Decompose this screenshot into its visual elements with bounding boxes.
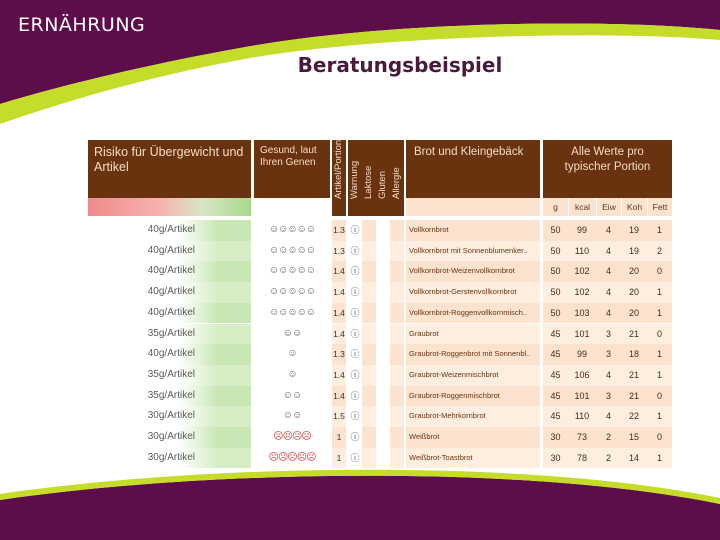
bread-name-cell: Weißbrot-Toastbrot (406, 448, 540, 469)
lactose-cell (362, 386, 376, 407)
lactose-cell (362, 448, 376, 469)
gluten-cell (376, 220, 390, 241)
fett-cell: 1 (647, 406, 672, 427)
koh-cell: 21 (621, 324, 647, 345)
gluten-cell (376, 365, 390, 386)
eiw-cell: 3 (596, 386, 621, 407)
fett-cell: 1 (647, 448, 672, 469)
lactose-cell (362, 303, 376, 324)
warning-cell: ⓘ (348, 427, 362, 448)
eiw-cell: 2 (596, 448, 621, 469)
bread-name-cell: Graubrot-Mehrkornbrot (406, 406, 540, 427)
g-cell: 45 (543, 386, 568, 407)
risk-cell: 35g/Artikel (88, 365, 251, 386)
genes-cell: ☺ (254, 344, 330, 365)
lactose-cell (362, 282, 376, 303)
table-row (88, 241, 672, 262)
header-bread: Brot und Kleingebäck (406, 140, 540, 198)
koh-cell: 18 (621, 344, 647, 365)
genes-cell: ☹☹☹☹ (254, 427, 330, 448)
kcal-cell: 78 (568, 448, 596, 469)
warning-cell: ⓘ (348, 303, 362, 324)
allergy-cell (390, 303, 404, 324)
bread-name-cell: Vollkornbrot-Gerstenvollkornbrot (406, 282, 540, 303)
table-row (88, 365, 672, 386)
slide-title: ERNÄHRUNG (18, 14, 146, 36)
genes-cell: ☺☺☺☺☺ (254, 220, 330, 241)
risk-gradient-bar (88, 198, 251, 216)
fett-cell: 2 (647, 241, 672, 262)
header-genes: Gesund, laut Ihren Genen (254, 140, 330, 198)
g-cell: 45 (543, 324, 568, 345)
bread-name-cell: Graubrot-Weizenmischbrot (406, 365, 540, 386)
allergy-cell (390, 261, 404, 282)
koh-cell: 14 (621, 448, 647, 469)
kcal-cell: 99 (568, 344, 596, 365)
table-row (88, 406, 672, 427)
genes-cell: ☺☺☺☺☺ (254, 282, 330, 303)
lactose-cell (362, 344, 376, 365)
warning-cell: ⓘ (348, 344, 362, 365)
table-row (88, 324, 672, 345)
header-lactose-label: Laktose (363, 165, 374, 199)
allergy-cell (390, 386, 404, 407)
allergy-cell (390, 282, 404, 303)
eiw-cell: 3 (596, 344, 621, 365)
header-warning (348, 140, 362, 216)
kcal-cell: 73 (568, 427, 596, 448)
eiw-cell: 4 (596, 303, 621, 324)
table-row (88, 261, 672, 282)
koh-cell: 15 (621, 427, 647, 448)
art-portion-cell: 1 (332, 448, 346, 469)
g-cell: 50 (543, 241, 568, 262)
warning-cell: ⓘ (348, 241, 362, 262)
allergy-cell (390, 427, 404, 448)
eiw-cell: 4 (596, 406, 621, 427)
risk-cell: 35g/Artikel (88, 386, 251, 407)
g-cell: 50 (543, 282, 568, 303)
unit-kcal: kcal (568, 198, 596, 216)
lactose-cell (362, 406, 376, 427)
kcal-cell: 99 (568, 220, 596, 241)
gluten-cell (376, 282, 390, 303)
nutrition-table (88, 140, 672, 470)
kcal-cell: 106 (568, 365, 596, 386)
allergy-cell (390, 324, 404, 345)
koh-cell: 21 (621, 386, 647, 407)
warning-cell: ⓘ (348, 386, 362, 407)
g-cell: 30 (543, 427, 568, 448)
g-cell: 45 (543, 344, 568, 365)
table-row (88, 427, 672, 448)
eiw-cell: 4 (596, 261, 621, 282)
warning-cell: ⓘ (348, 324, 362, 345)
genes-cell: ☺☺ (254, 406, 330, 427)
gluten-cell (376, 303, 390, 324)
kcal-cell: 102 (568, 282, 596, 303)
gluten-cell (376, 344, 390, 365)
bread-name-cell: Graubrot-Roggenmischbrot (406, 386, 540, 407)
genes-cell: ☹☹☹☹☹ (254, 448, 330, 469)
genes-spacer (254, 198, 330, 216)
bread-name-cell: Graubrot (406, 324, 540, 345)
genes-cell: ☺☺ (254, 324, 330, 345)
gluten-cell (376, 427, 390, 448)
header-risk: Risiko für Übergewicht und Artikel (88, 140, 251, 198)
art-portion-cell: 1.5 (332, 406, 346, 427)
gluten-cell (376, 324, 390, 345)
header-values: Alle Werte pro typischer Portion (543, 140, 672, 198)
g-cell: 50 (543, 261, 568, 282)
eiw-cell: 4 (596, 220, 621, 241)
g-cell: 50 (543, 303, 568, 324)
header-art-portion-label: Artikel/Portion (333, 139, 344, 199)
table-row (88, 448, 672, 469)
bread-name-cell: Vollkornbrot mit Sonnenblumenker.. (406, 241, 540, 262)
allergy-cell (390, 448, 404, 469)
bread-name-cell: Vollkornbrot-Roggenvollkornmisch.. (406, 303, 540, 324)
gluten-cell (376, 448, 390, 469)
header-warning-label: Warnung (349, 160, 360, 199)
g-cell: 30 (543, 448, 568, 469)
art-portion-cell: 1.4 (332, 365, 346, 386)
genes-cell: ☺ (254, 365, 330, 386)
header-art-portion (332, 140, 346, 216)
art-portion-cell: 1.3 (332, 344, 346, 365)
fett-cell: 0 (647, 261, 672, 282)
art-portion-cell: 1.4 (332, 282, 346, 303)
art-portion-cell: 1.3 (332, 241, 346, 262)
fett-cell: 0 (647, 386, 672, 407)
risk-cell: 40g/Artikel (88, 220, 251, 241)
header-gluten-label: Gluten (377, 171, 388, 199)
table-row (88, 344, 672, 365)
fett-cell: 0 (647, 324, 672, 345)
art-portion-cell: 1.4 (332, 303, 346, 324)
warning-cell: ⓘ (348, 365, 362, 386)
kcal-cell: 110 (568, 241, 596, 262)
lactose-cell (362, 427, 376, 448)
risk-cell: 40g/Artikel (88, 241, 251, 262)
genes-cell: ☺☺☺☺☺ (254, 261, 330, 282)
kcal-cell: 101 (568, 324, 596, 345)
art-portion-cell: 1.4 (332, 386, 346, 407)
fett-cell: 1 (647, 344, 672, 365)
unit-eiw: Eiw (596, 198, 621, 216)
g-cell: 45 (543, 406, 568, 427)
bread-name-cell: Vollkornbrot (406, 220, 540, 241)
allergy-cell (390, 406, 404, 427)
gluten-cell (376, 241, 390, 262)
allergy-cell (390, 241, 404, 262)
fett-cell: 1 (647, 303, 672, 324)
koh-cell: 19 (621, 241, 647, 262)
genes-cell: ☺☺☺☺☺ (254, 303, 330, 324)
unit-g: g (553, 202, 558, 212)
fett-cell: 1 (647, 220, 672, 241)
warning-cell: ⓘ (348, 261, 362, 282)
gluten-cell (376, 406, 390, 427)
koh-cell: 22 (621, 406, 647, 427)
genes-cell: ☺☺ (254, 386, 330, 407)
risk-cell: 40g/Artikel (88, 344, 251, 365)
risk-cell: 30g/Artikel (88, 448, 251, 469)
fett-cell: 1 (647, 365, 672, 386)
unit-fett: Fett (647, 198, 672, 216)
fett-cell: 0 (647, 427, 672, 448)
unit-koh: Koh (621, 198, 647, 216)
header-gluten (376, 140, 390, 216)
table-row (88, 386, 672, 407)
bread-subheader (406, 198, 540, 216)
risk-cell: 40g/Artikel (88, 303, 251, 324)
koh-cell: 20 (621, 261, 647, 282)
header-lactose (362, 140, 376, 216)
g-cell: 45 (543, 365, 568, 386)
kcal-cell: 102 (568, 261, 596, 282)
fett-cell: 1 (647, 282, 672, 303)
lactose-cell (362, 324, 376, 345)
header-allergy-label: Allergie (391, 167, 402, 199)
genes-cell: ☺☺☺☺☺ (254, 241, 330, 262)
header-allergy (390, 140, 404, 216)
units-subheader (543, 198, 672, 216)
g-cell: 50 (543, 220, 568, 241)
warning-cell: ⓘ (348, 448, 362, 469)
risk-cell: 40g/Artikel (88, 282, 251, 303)
slide-subtitle: Beratungsbeispiel (297, 53, 503, 77)
lactose-cell (362, 365, 376, 386)
risk-cell: 35g/Artikel (88, 324, 251, 345)
bread-name-cell: Weißbrot (406, 427, 540, 448)
risk-cell: 30g/Artikel (88, 427, 251, 448)
kcal-cell: 110 (568, 406, 596, 427)
table-row (88, 303, 672, 324)
allergy-cell (390, 220, 404, 241)
bread-name-cell: Vollkornbrot-Weizenvollkornbrot (406, 261, 540, 282)
lactose-cell (362, 241, 376, 262)
gluten-cell (376, 386, 390, 407)
risk-cell: 40g/Artikel (88, 261, 251, 282)
koh-cell: 20 (621, 282, 647, 303)
bread-name-cell: Graubrot-Roggenbrot mit Sonnenbl.. (406, 344, 540, 365)
kcal-cell: 103 (568, 303, 596, 324)
lactose-cell (362, 220, 376, 241)
risk-cell: 30g/Artikel (88, 406, 251, 427)
kcal-cell: 101 (568, 386, 596, 407)
allergy-cell (390, 344, 404, 365)
eiw-cell: 4 (596, 241, 621, 262)
table-row (88, 220, 672, 241)
koh-cell: 19 (621, 220, 647, 241)
gluten-cell (376, 261, 390, 282)
art-portion-cell: 1.4 (332, 324, 346, 345)
koh-cell: 21 (621, 365, 647, 386)
art-portion-cell: 1 (332, 427, 346, 448)
table-row (88, 282, 672, 303)
eiw-cell: 3 (596, 324, 621, 345)
eiw-cell: 4 (596, 365, 621, 386)
art-portion-cell: 1.4 (332, 261, 346, 282)
warning-cell: ⓘ (348, 220, 362, 241)
warning-cell: ⓘ (348, 406, 362, 427)
koh-cell: 20 (621, 303, 647, 324)
eiw-cell: 2 (596, 427, 621, 448)
art-portion-cell: 1.3 (332, 220, 346, 241)
warning-cell: ⓘ (348, 282, 362, 303)
allergy-cell (390, 365, 404, 386)
eiw-cell: 4 (596, 282, 621, 303)
lactose-cell (362, 261, 376, 282)
